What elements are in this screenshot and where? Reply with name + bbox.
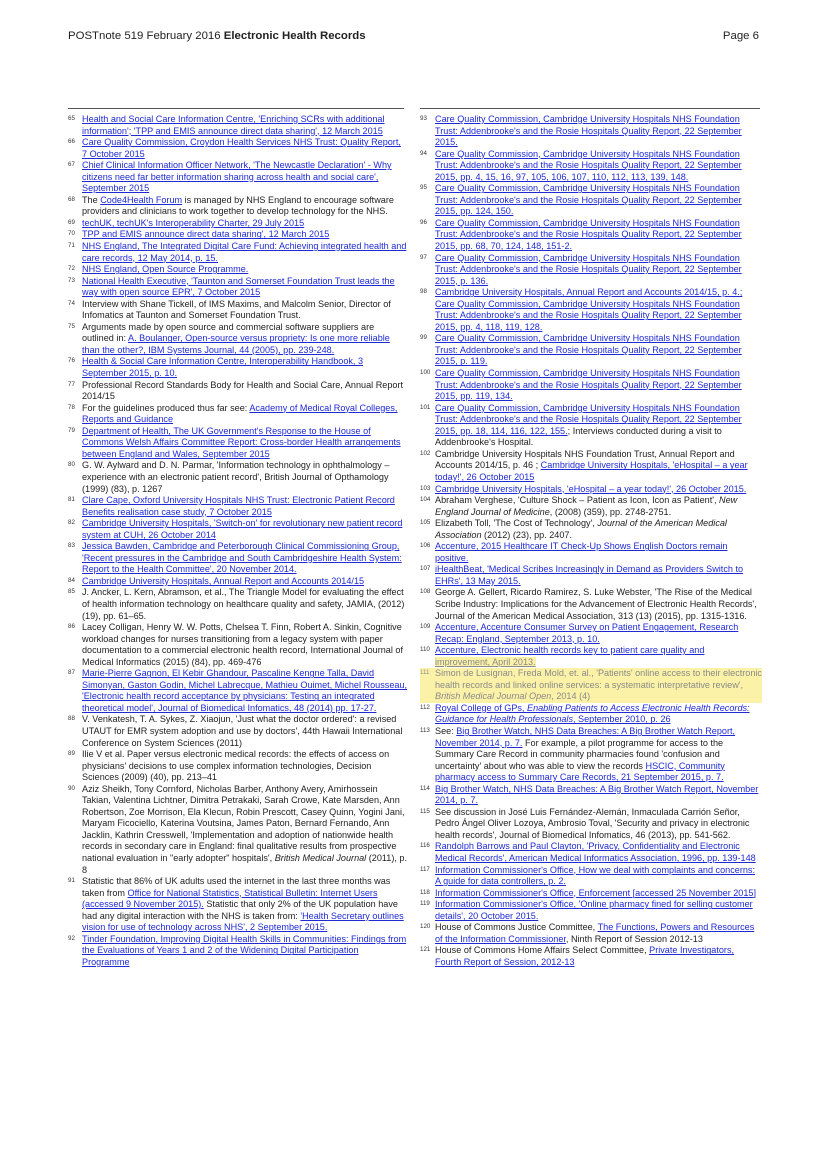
footnote-number: 85 <box>68 588 75 596</box>
footnote-70 <box>68 229 408 241</box>
footnote-text <box>82 403 408 426</box>
reference-link[interactable]: Care Quality Commission, Cambridge University Hospitals NHS Foundation Trust: Addenbrooke's and the Rosie Hospitals Quality Report, 22 September 2015, pp. 18, 114, 116, 122, 155. <box>435 402 742 436</box>
footnote-number: 87 <box>68 669 75 677</box>
footnote-106 <box>420 541 762 564</box>
reference-link[interactable]: Accenture, 2015 Healthcare IT Check-Up Shows English Doctors remain positive. <box>435 541 728 563</box>
footnote-110 <box>420 645 762 668</box>
footnote-rule-right <box>420 108 760 109</box>
footnote-text <box>82 160 408 195</box>
footnote-102 <box>420 449 762 484</box>
reference-link[interactable]: improvement, April 2013. <box>435 656 536 667</box>
reference-link[interactable]: Office for National Statistics, Statistical Bulletin: Internet Users (accessed 9 November 2015). <box>82 887 378 910</box>
footnote-text <box>435 622 762 645</box>
reference-link[interactable]: Enabling Patients to Access Electronic Health Records: Guidance for Health Professionals <box>435 702 750 725</box>
footnote-98 <box>420 287 762 333</box>
reference-link[interactable]: Marie-Pierre Gagnon, El Kebir Ghandour, Pascaline Kengne Talla, David Simonyan, Gaston Godin, Michel Labrecque, Mathieu Ouimet, Michel Rousseau, 'Electronic health record acceptance by physicians: Testing an integrated theoretical model', Journal of Biomedical Infomatics, 48 (2014) pp. 17-27. <box>82 668 408 713</box>
footnote-number: 86 <box>68 623 75 631</box>
reference-link[interactable]: Care Quality Commission, Cambridge University Hospitals NHS Foundation Trust: Addenbrooke's and the Rosie Hospitals Quality Report, 22 September 2015, pp. 68, 70, 124, 148, 151-2. <box>435 217 742 252</box>
footnote-number: 97 <box>420 253 427 261</box>
reference-link[interactable]: Care Quality Commission, Cambridge University Hospitals NHS Foundation Trust: Addenbrooke's and the Rosie Hospitals Quality Report, 22 September 2015, p. 119. <box>435 333 742 367</box>
footnotes-right-column <box>420 114 762 968</box>
reference-link[interactable]: Care Quality Commission, Cambridge University Hospitals NHS Foundation Trust: Addenbrooke's and the Rosie Hospitals Quality Report, 22 September 2015. <box>435 114 742 148</box>
footnote-88 <box>68 714 408 749</box>
reference-link[interactable]: Care Quality Commission, Cambridge University Hospitals NHS Foundation Trust: Addenbrooke's and the Rosie Hospitals Quality Report, 22 September 2015, p. 136. <box>435 252 742 286</box>
footnote-69 <box>68 218 408 230</box>
footnote-text <box>82 876 408 934</box>
footnote-text <box>435 449 762 484</box>
page-header <box>68 30 759 46</box>
footnote-87 <box>68 668 408 714</box>
footnote-number: 116 <box>420 842 430 850</box>
footnote-115 <box>420 807 762 842</box>
footnote-121 <box>420 945 762 968</box>
footnote-text-segment: Elizabeth Toll, 'The Cost of Technology', <box>435 518 598 529</box>
footnote-117 <box>420 865 762 888</box>
footnote-text <box>82 426 408 461</box>
footnote-number: 70 <box>68 230 75 238</box>
footnote-text-segment: Cambridge University Hospitals NHS Foundation Trust, Annual Report and Accounts 2014/15, p. 46 ; <box>435 448 735 471</box>
footnote-number: 107 <box>420 565 431 573</box>
footnote-text <box>82 749 408 784</box>
footnote-text-segment: British Medical Journal Open <box>435 691 552 702</box>
footnote-text-segment: is managed by NHS England to encourage software providers and clinicians to work together to develop technology for the NHS. <box>82 194 394 217</box>
footnote-text-segment: Abraham Verghese, 'Culture Shock – Patient as Icon, Icon as Patient', <box>435 495 720 506</box>
footnote-text <box>435 484 762 496</box>
footnote-number: 104 <box>420 496 431 504</box>
footnote-number: 80 <box>68 461 75 469</box>
footnote-82 <box>68 518 408 541</box>
footnote-text <box>82 264 408 276</box>
footnote-number: 112 <box>420 703 430 711</box>
reference-link[interactable]: Randolph Barrows and Paul Clayton, 'Privacy, Confidentiality and Electronic Medical Records', American Medical Informatics Association, 1996, pp. 139-148 <box>435 841 756 863</box>
footnote-number: 91 <box>68 877 75 885</box>
reference-link[interactable]: Royal College of GPs, <box>435 702 527 713</box>
footnote-number: 99 <box>420 334 427 342</box>
footnote-96 <box>420 218 762 253</box>
footnote-number: 106 <box>420 542 431 550</box>
footnote-text <box>435 518 762 541</box>
footnote-118 <box>420 888 762 900</box>
reference-link[interactable]: Cambridge University Hospitals, Annual Report and Accounts 2014/15 <box>82 575 365 586</box>
footnote-number: 77 <box>68 380 75 388</box>
reference-link[interactable]: A. Boulanger, Open-source versus propriety: Is one more reliable than the other?, IBM Systems Journal, 44 (2005), pp. 239-248. <box>82 333 390 355</box>
footnote-80 <box>68 460 408 495</box>
footnote-92 <box>68 934 408 969</box>
reference-link[interactable]: NHS England, Open Source Programme. <box>82 264 249 275</box>
reference-link[interactable]: National Health Executive, 'Taunton and Somerset Foundation Trust leads the way with open source EPR', 7 October 2015 <box>82 275 395 298</box>
footnote-number: 68 <box>68 195 75 203</box>
footnote-75 <box>68 322 408 357</box>
footnote-number: 105 <box>420 519 431 527</box>
footnote-76 <box>68 356 408 379</box>
footnote-text-segment: See: <box>435 725 457 736</box>
footnote-79 <box>68 426 408 461</box>
footnote-text-segment: Ilie V et al. Paper versus electronic medical records: the effects of access on physicians' decisions to use complex information technologies, Decision Sciences (2009) (40), pp. 213–41 <box>82 749 390 783</box>
reference-link[interactable]: Health and Social Care Information Centre, 'Enriching SCRs with additional information'; 'TPP and EMIS announce direct data sharing', 12 March 2015 <box>82 114 385 136</box>
footnote-number: 109 <box>420 623 431 631</box>
footnote-number: 115 <box>420 807 430 815</box>
footnote-119 <box>420 899 762 922</box>
footnote-text <box>435 218 762 253</box>
footnote-text <box>435 333 762 368</box>
footnote-74 <box>68 299 408 322</box>
footnote-text <box>435 587 762 622</box>
footnote-number: 94 <box>420 149 427 157</box>
reference-link[interactable]: Accenture, Electronic health records key to patient care quality and <box>435 645 705 656</box>
footnote-number: 90 <box>68 784 75 792</box>
footnote-number: 78 <box>68 403 75 411</box>
footnote-text-segment: The <box>82 194 101 205</box>
footnote-text <box>435 287 762 333</box>
footnote-number: 72 <box>68 265 75 273</box>
footnote-97 <box>420 253 762 288</box>
reference-link[interactable]: Accenture, Accenture Consumer Survey on Patient Engagement, Research Recap: England, September 2013, p. 10. <box>435 622 739 644</box>
footnote-text <box>82 518 408 541</box>
reference-link[interactable]: NHS England, The Integrated Digital Care Fund: Achieving integrated health and care records, 12 May 2014, p. 15. <box>82 241 407 263</box>
footnote-number: 113 <box>420 726 430 734</box>
footnote-number: 82 <box>68 519 75 527</box>
footnote-number: 83 <box>68 542 75 550</box>
footnote-text <box>435 403 762 449</box>
footnote-71 <box>68 241 408 264</box>
footnote-81 <box>68 495 408 518</box>
footnote-text-segment: For example, a pilot programme for access to the Summary Care Record in community pharmacies found 'confusion and uncertainty' about who was able to view the records <box>435 737 724 771</box>
reference-link[interactable]: TPP and EMIS announce direct data sharing', 12 March 2015 <box>82 229 330 240</box>
footnote-text-segment: Journal of the American Medical Association <box>435 518 727 540</box>
footnote-text-segment: Simon de Lusignan, Freda Mold, et. al., 'Patients' online access to their electronic health records and linked online services: a systematic interpretative review', <box>435 668 762 690</box>
footnote-85 <box>68 587 408 622</box>
footnote-text-segment: , Ninth Report of Session 2012-13 <box>565 933 703 944</box>
footnote-text <box>435 253 762 288</box>
footnote-text <box>435 541 762 564</box>
footnote-89 <box>68 749 408 784</box>
footnote-number: 69 <box>68 218 75 226</box>
reference-link[interactable]: Code4Health Forum <box>100 194 183 205</box>
reference-link[interactable]: Big Brother Watch, NHS Data Breaches: A Big Brother Watch Report, November 2014, p. 7. <box>435 725 736 748</box>
footnote-72 <box>68 264 408 276</box>
footnote-text <box>435 114 762 149</box>
publication-label: POSTnote 519 February 2016 <box>68 30 224 42</box>
footnote-text-segment: Lacey Colligan, Henry W. W. Potts, Chelsea T. Finn, Robert A. Sinkin, Cognitive workload changes for nurses transitioning from a legacy system with paper documentation to a commercial electronic health record, International Journal of Medical Informatics (2015) (84), pp. 469-476 <box>82 622 403 667</box>
footnote-number: 117 <box>420 865 430 873</box>
footnote-108 <box>420 587 762 622</box>
footnote-105 <box>420 518 762 541</box>
footnote-text <box>435 726 762 784</box>
reference-link[interactable]: Care Quality Commission, Cambridge University Hospitals NHS Foundation Trust: Addenbrooke's and the Rosie Hospitals Quality Report, 22 September 2015, pp. 4, 15, 16, 97, 105, 106, 107, 110, 112, 113, 139, 148. <box>435 148 742 182</box>
reference-link[interactable]: iHealthBeat, 'Medical Scribes Increasingly in Demand as Providers Switch to EHRs', 13 May 2015. <box>435 564 744 586</box>
footnote-text-segment: Aziz Sheikh, Tony Cornford, Nicholas Barber, Anthony Avery, Amirhossein Takian, Valentina Lichtner, Dimitra Petrakaki, Sarah Crowe, Kate Marsden, Ann Robertson, Zoe Morrison, Ela Klecun, Robin Prescott, Casey Quinn, Yogini Jani, Maryam Ficociello, Katerina Voutsina, James Paton, Bernard Fernando, Ann Jacklin, Kathrin Cresswell, 'Implementation and adoption of nationwide health records in secondary care in England: final qualitative results from prospective national evaluation in "early adopter" hospitals', <box>82 783 405 863</box>
footnote-text-segment: ; Interviews conducted during a visit to Addenbrooke's Hospital. <box>435 425 722 448</box>
footnote-text <box>82 541 408 576</box>
reference-link[interactable]: , September 2010, p. 26 <box>573 714 671 725</box>
footnote-number: 65 <box>68 115 75 122</box>
footnote-text-segment: , 2014 (4) <box>551 691 591 702</box>
reference-link[interactable]: Academy of Medical Royal Colleges, Reports and Guidance <box>82 402 398 425</box>
footnote-text <box>435 183 762 218</box>
footnote-text-segment: Interview with Shane Tickell, of IMS Maxims, and Malcolm Senior, Director of Infomatics at Taunton and Somerset Foundation Trust. <box>82 298 391 321</box>
footnotes-left-column <box>68 114 408 968</box>
reference-link[interactable]: Cambridge University Hospitals, 'eHospital – a year today!', 26 October 2015 <box>435 460 748 482</box>
footnote-text-segment: British Medical Journal <box>274 853 367 863</box>
footnote-text <box>435 495 762 518</box>
footnote-number: 79 <box>68 426 75 434</box>
reference-link[interactable]: Tinder Foundation, Improving Digital Health Skills in Communities: Findings from the Evaluations of Years 1 and 2 of the Widening Digital Participation Programme <box>82 933 407 967</box>
footnote-number: 84 <box>68 576 75 584</box>
footnote-text-segment: (2011), p. 8 <box>82 853 407 875</box>
footnote-text <box>82 276 408 299</box>
footnote-number: 98 <box>420 288 427 296</box>
footnote-text-segment: (2012) (23), pp. 2407. <box>481 529 573 540</box>
footnote-text-segment: New England Journal of Medicine <box>435 495 738 517</box>
footnote-number: 108 <box>420 588 431 596</box>
footnote-109 <box>420 622 762 645</box>
footnote-103 <box>420 484 762 496</box>
footnote-text <box>435 668 762 703</box>
footnote-101 <box>420 403 762 449</box>
footnote-text <box>435 888 762 900</box>
footnote-text <box>435 841 762 864</box>
reference-link[interactable]: The Functions, Powers and Resources of the Information Commissioner <box>435 922 755 944</box>
reference-link[interactable]: Cambridge University Hospitals, 'Switch-on' for revolutionary new patient record system at CUH, 26 October 2014 <box>82 518 403 540</box>
reference-link[interactable]: techUK, techUK's Interoperability Charter, 29 July 2015 <box>82 217 305 228</box>
footnote-number: 100 <box>420 369 431 377</box>
footnote-text <box>82 195 408 218</box>
footnote-number: 92 <box>68 934 75 942</box>
footnote-text-segment: J. Ancker, L. Kern, Abramson, et al., The Triangle Model for evaluating the effect of health information technology on healthcare quality and safety, JAMIA, (2012) (19), pp. 61–65. <box>82 587 405 621</box>
footnote-text-segment: V. Venkatesh, T. A. Sykes, Z. Xiaojun, 'Just what the doctor ordered': a revised UTAUT for EMR system adoption and use by doctors', 44th Hawaii International Conference on System Sciences (2011) <box>82 714 403 748</box>
reference-link[interactable]: Information Commissioner's Office, Enforcement [accessed 25 November 2015] <box>435 887 757 898</box>
footnote-100 <box>420 368 762 403</box>
footnote-91 <box>68 876 408 934</box>
footnote-120 <box>420 922 762 945</box>
footnote-66 <box>68 137 408 160</box>
footnote-77 <box>68 380 408 403</box>
footnote-104 <box>420 495 762 518</box>
footnote-text <box>82 380 408 403</box>
footnote-text <box>82 241 408 264</box>
footnote-text <box>435 784 762 807</box>
footnote-text-segment: , (2008) (359), pp. 2748-2751. <box>549 506 672 517</box>
footnote-text <box>82 668 408 714</box>
footnote-text <box>435 922 762 945</box>
footnote-107 <box>420 564 762 587</box>
footnote-text <box>82 784 408 876</box>
footnote-number: 74 <box>68 299 75 307</box>
footnote-number: 120 <box>420 923 431 931</box>
footnote-number: 81 <box>68 496 75 504</box>
reference-link[interactable]: Jessica Bawden, Cambridge and Peterborough Clinical Commissioning Group, 'Recent pressures in the Cambridge and South Cambridgeshire Health System: Report to the Health Committee', 20 November 2014. <box>82 541 402 575</box>
footnote-113 <box>420 726 762 784</box>
footnote-number: 101 <box>420 403 431 411</box>
footnote-99 <box>420 333 762 368</box>
footnote-text <box>82 218 408 230</box>
footnote-text-segment: See discussion in José Luis Fernández-Alemán, Inmaculada Carrión Señor, Pedro Ángel Oliver Lozoya, Ambrosio Toval, 'Security and privacy in electronic health records', Journal of Biomedical Infomatics, 46 (2013), pp. 541-562. <box>435 806 750 840</box>
footnote-text <box>82 576 408 588</box>
document-title: Electronic Health Records <box>223 30 366 42</box>
footnote-text-segment: For the guidelines produced thus far see: <box>82 402 250 413</box>
reference-link[interactable]: Big Brother Watch, NHS Data Breaches: A Big Brother Watch Report, November 2014, p. 7. <box>435 783 759 806</box>
page-number: Page 6 <box>722 30 759 42</box>
footnote-text-segment: G. W. Aylward and D. N. Parmar, 'Information technology in ophthalmology – experience with an electronic patient record', British Journal of Opthamology (1999) (83), p. 1267 <box>82 460 390 494</box>
reference-link[interactable]: Information Commissioner's Office, How we deal with complaints and concerns: A guide for data controllers, p. 2. <box>435 864 755 887</box>
footnote-text <box>82 934 408 969</box>
footnote-text-segment: House of Commons Justice Committee, <box>435 922 598 933</box>
footnote-text <box>82 137 408 160</box>
footnote-text <box>435 945 762 968</box>
footnote-number: 102 <box>420 449 431 457</box>
footnote-text <box>435 807 762 842</box>
footnote-number: 118 <box>420 888 430 896</box>
footnote-94 <box>420 149 762 184</box>
footnote-text <box>435 368 762 403</box>
footnote-86 <box>68 622 408 668</box>
footnote-number: 71 <box>68 242 75 250</box>
footnote-73 <box>68 276 408 299</box>
footnote-number: 96 <box>420 218 427 226</box>
footnote-number: 111 <box>420 669 430 677</box>
footnote-text <box>82 229 408 241</box>
footnote-number: 121 <box>420 946 431 954</box>
reference-link[interactable]: Department of Health, The UK Government's Response to the House of Commons Welsh Affairs Committee Report: Cross-border Health arrangements between England and Wales, September 2015 <box>82 425 401 459</box>
footnote-number: 93 <box>420 115 427 122</box>
footnote-text <box>82 587 408 622</box>
reference-link[interactable]: HSCIC, Community pharmacy access to Summary Care Records, 21 September 2015, p. 7. <box>435 760 725 783</box>
footnote-text <box>435 645 762 668</box>
reference-link[interactable]: 'Health Secretary outlines vision for use of technology across NHS', 2 September 2015. <box>82 910 404 933</box>
footnote-number: 114 <box>420 784 430 792</box>
footnote-65 <box>68 114 408 137</box>
reference-link[interactable]: Care Quality Commission, Cambridge University Hospitals NHS Foundation Trust: Addenbrooke's and the Rosie Hospitals Quality Report, 22 September 2015, pp. 124, 150. <box>435 183 742 217</box>
footnote-text-segment: Professional Record Standards Body for Health and Social Care, Annual Report 2014/15 <box>82 379 403 402</box>
reference-link[interactable]: Private Investigators, Fourth Report of Session, 2012-13 <box>435 945 735 967</box>
reference-link[interactable]: Cambridge University Hospitals, Annual Report and Accounts 2014/15, p. 4.; Care Quality Commission, Cambridge University Hospitals NHS Foundation Trust: Addenbrooke's and the Rosie Hospitals Quality Report, 22 September 2015, pp. 4, 118, 119, 128. <box>435 287 743 332</box>
footnote-text <box>435 564 762 587</box>
footnote-text <box>435 703 762 726</box>
footnote-number: 67 <box>68 161 75 169</box>
footnote-84 <box>68 576 408 588</box>
footnote-text-segment: George A. Gellert, Ricardo Ramirez, S. Luke Webster, 'The Rise of the Medical Scribe Industry: Implications for the Advancement of Electronic Health Records', Journal of the American Medical Association, 313 (13) (2015), pp. 1315-1316. <box>435 587 757 621</box>
footnote-112 <box>420 703 762 726</box>
footnote-text <box>82 322 408 357</box>
footnote-95 <box>420 183 762 218</box>
footnote-text <box>82 460 408 495</box>
footnote-text <box>435 899 762 922</box>
footnote-text <box>82 114 408 137</box>
footnote-text <box>82 299 408 322</box>
footnote-114 <box>420 784 762 807</box>
footnote-rule-left <box>68 108 404 109</box>
footnote-83 <box>68 541 408 576</box>
reference-link[interactable]: Information Commissioner's Office, 'Online pharmacy fined for selling customer details', 20 October 2015. <box>435 899 753 921</box>
footnote-number: 89 <box>68 750 75 758</box>
reference-link[interactable]: Care Quality Commission, Cambridge University Hospitals NHS Foundation Trust: Addenbrooke's and the Rosie Hospitals Quality Report, 22 September 2015, pp. 119, 134. <box>435 368 742 402</box>
reference-link[interactable]: Cambridge University Hospitals, 'eHospital – a year today!', 26 October 2015. <box>435 483 747 494</box>
reference-link[interactable]: Health & Social Care Information Centre, Interoperability Handbook, 3 September 2015, p. 10. <box>82 356 364 379</box>
footnote-78 <box>68 403 408 426</box>
footnote-67 <box>68 160 408 195</box>
reference-link[interactable]: Clare Cape, Oxford University Hospitals NHS Trust: Electronic Patient Record Benefits realisation case study, 7 October 2015 <box>82 495 395 517</box>
footnote-number: 88 <box>68 715 75 723</box>
footnote-text <box>82 495 408 518</box>
footnote-text-segment: Statistic that only 2% of the UK population have had any digital interaction with the NHS is taken from: <box>82 899 398 921</box>
running-title <box>68 30 366 42</box>
footnote-number: 95 <box>420 184 427 192</box>
footnote-number: 75 <box>68 322 75 330</box>
footnote-text-segment: Statistic that 86% of UK adults used the internet in the last three months was taken from <box>82 876 391 898</box>
footnote-text <box>82 714 408 749</box>
footnote-number: 110 <box>420 646 430 654</box>
footnote-text-segment: Arguments made by open source and commercial software suppliers are outlined in: <box>82 321 375 344</box>
footnote-text <box>435 865 762 888</box>
footnote-number: 119 <box>420 900 430 908</box>
footnote-text <box>82 622 408 668</box>
footnote-text-segment: House of Commons Home Affairs Select Committee, <box>435 945 650 956</box>
reference-link[interactable]: Care Quality Commission, Croydon Health Services NHS Trust: Quality Report, 7 October 2015 <box>82 137 401 159</box>
footnote-number: 103 <box>420 484 431 492</box>
reference-link[interactable]: Chief Clinical Information Officer Network, 'The Newcastle Declaration' - Why citizens need far better information sharing across health and social care', September 2015 <box>82 160 392 194</box>
footnote-number: 73 <box>68 276 75 284</box>
footnote-number: 66 <box>68 138 75 146</box>
footnote-93 <box>420 114 762 149</box>
footnote-90 <box>68 784 408 876</box>
footnote-111 <box>420 668 762 703</box>
footnote-text <box>435 149 762 184</box>
footnote-text <box>82 356 408 379</box>
footnote-68 <box>68 195 408 218</box>
footnote-116 <box>420 841 762 864</box>
footnote-number: 76 <box>68 357 75 365</box>
